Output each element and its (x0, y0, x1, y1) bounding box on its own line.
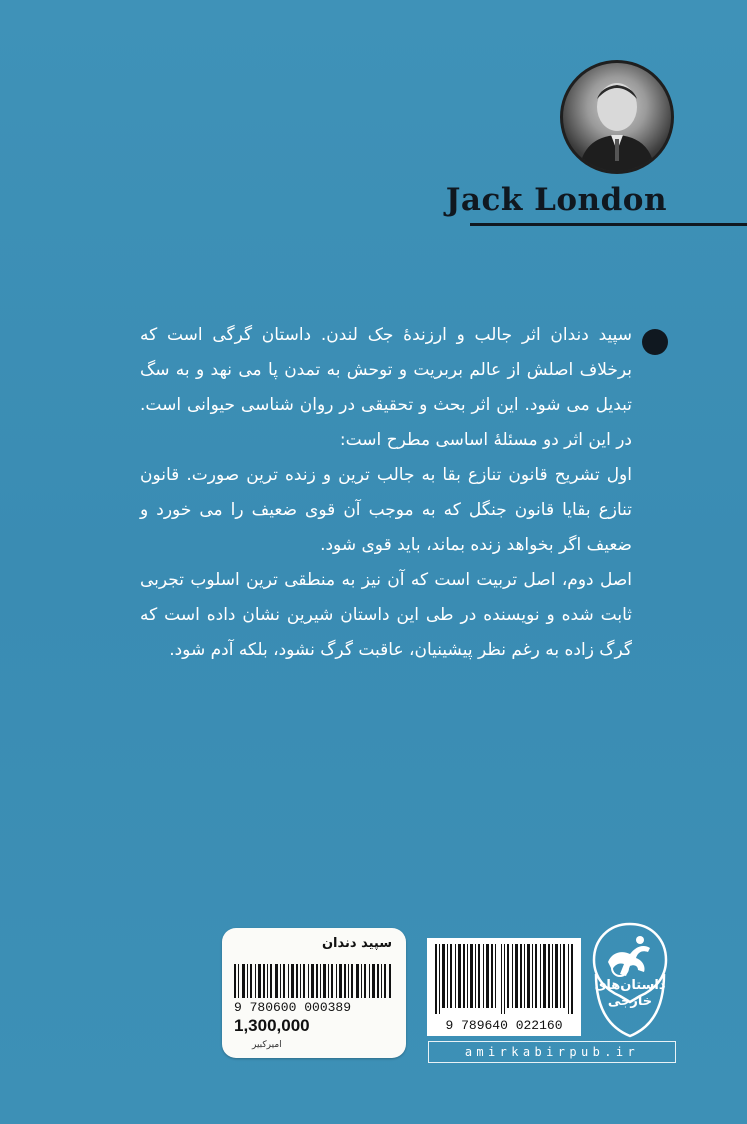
book-description (140, 318, 632, 668)
sticker-isbn: 9 780600 000389 (234, 1000, 352, 1015)
bullet-dot (642, 329, 668, 355)
sticker-seller: امیرکبیر (252, 1040, 282, 1050)
sticker-title: سپید دندان (321, 936, 392, 951)
series-label (590, 978, 670, 1010)
sticker-price: 1,300,000 (234, 1016, 310, 1035)
isbn-barcode (427, 938, 581, 1036)
sticker-barcode-icon (234, 964, 392, 998)
publisher-website: amirkabirpub.ir (428, 1041, 676, 1063)
author-portrait-icon (560, 60, 674, 174)
description-paragraph-3: اصل دوم، اصل تربیت است که آن نیز به منطقی ترین اسلوب تجربی ثابت شده و نویسنده در طی این داستان شیرین نشان داده است که گرگ زاده به رغم نظر پیشینیان، عاقبت گرگ نشود، بلکه آدم شود. (140, 570, 632, 660)
barcode-icon (433, 944, 575, 1014)
price-sticker (222, 928, 406, 1058)
author-name: Jack London (445, 182, 667, 218)
description-paragraph-1: سپید دندان اثر جالب و ارزندهٔ جک لندن. داستان گرگی است که برخلاف اصلش از عالم بربریت و توحش به تمدن پا می نهد و به سگ تبدیل می شود. این اثر بحث و تحقیقی در روان شناسی حیوانی است. در این اثر دو مسئلهٔ اساسی مطرح است: (140, 325, 632, 450)
series-line-1: داستان‌های (594, 978, 666, 993)
author-divider (470, 223, 747, 226)
description-paragraph-2: اول تشریح قانون تنازع بقا به جالب ترین و زنده ترین صورت. قانون تنازع بقایا قانون جنگل که به موجب آن قوی ضعیف را می خورد و ضعیف اگر بخواهد زنده بماند، باید قوی شود. (140, 465, 632, 555)
series-line-2: خارجی (607, 994, 653, 1009)
barcode-number: 9 789640 022160 (445, 1018, 563, 1033)
